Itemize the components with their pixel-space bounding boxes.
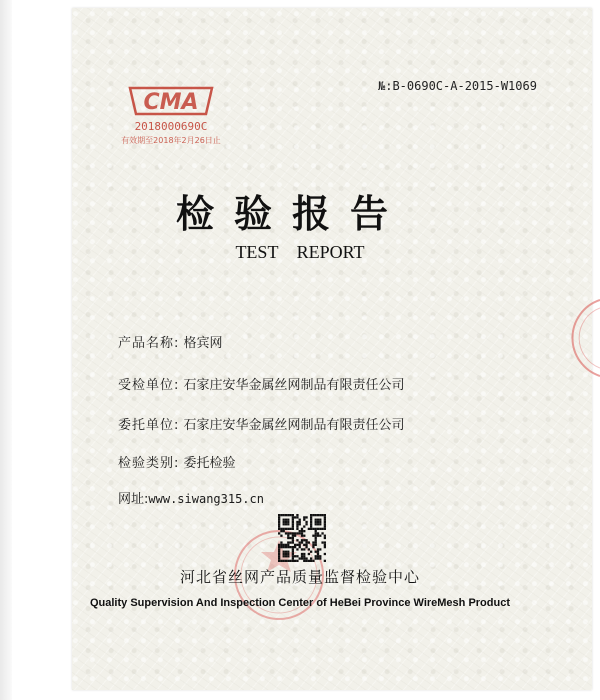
website-label: 网址: [118,492,149,507]
report-title-english: TEST REPORT [235,242,365,262]
cma-code: 2018000690C [134,120,208,133]
field-value: 石家庄安华金属丝网制品有限责任公司 [183,418,405,433]
cma-validity: 有效期至2018年2月26日止 [121,136,221,145]
issuer-name-english: Quality Supervision And Inspection Center of HeBei Province WireMesh Product [89,597,510,609]
field-value: 石家庄安华金属丝网制品有限责任公司 [183,378,405,393]
field-label: 受检单位: [118,378,180,393]
qr-code-icon [278,514,326,562]
report-title-chinese: 检验报告 [176,192,409,236]
field-label: 检验类别: [118,456,180,471]
scan-edge [0,0,12,700]
field-inspection-type [118,452,236,471]
field-website [118,488,264,507]
cma-mark: CMA [143,90,199,115]
side-stamp-icon [566,296,600,380]
field-value: 委托检验 [183,456,236,471]
issuer-name-chinese: 河北省丝网产品质量监督检验中心 [179,568,420,586]
field-label: 委托单位: [118,418,180,433]
field-label: 产品名称: [118,336,180,351]
field-value: 格宾网 [183,336,223,351]
field-product-name [118,332,223,351]
report-number: №:B-0690C-A-2015-W1069 [378,79,537,93]
field-inspected-unit [118,374,405,393]
field-client-unit [118,414,405,433]
cma-seal-icon [116,80,226,150]
website-link[interactable]: www.siwang315.cn [148,492,264,506]
